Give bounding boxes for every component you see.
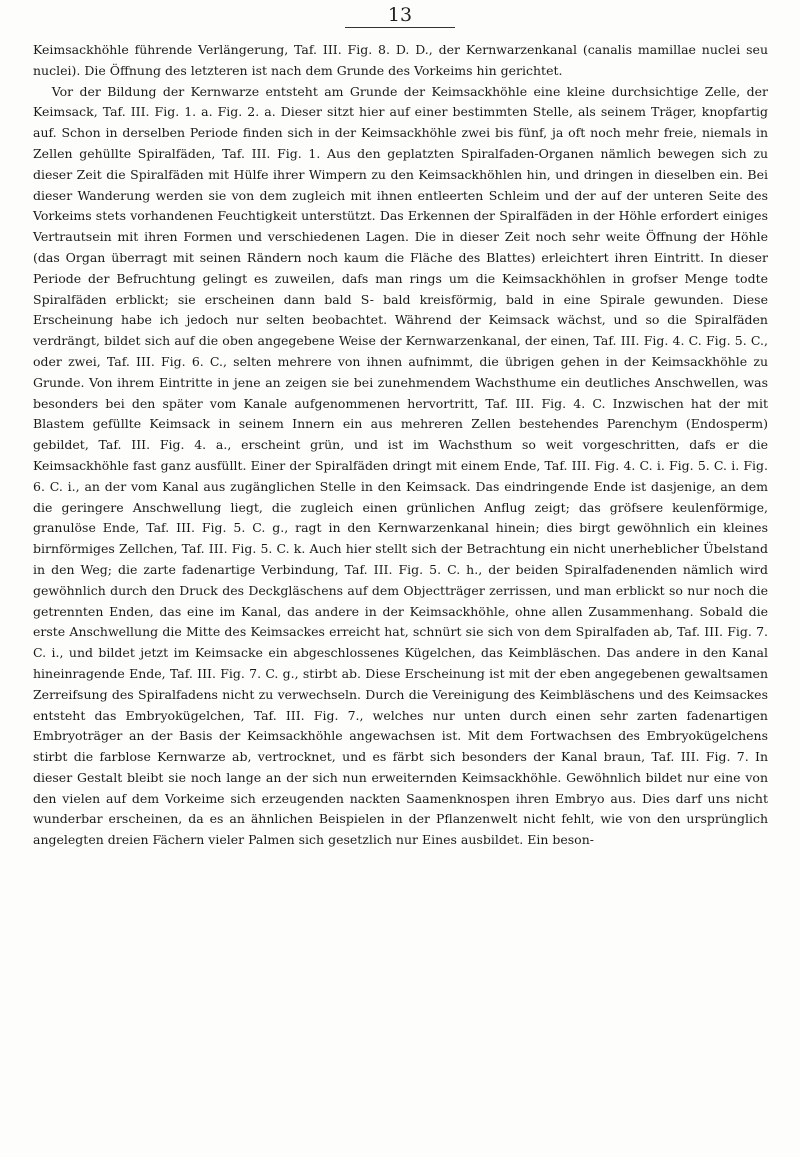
body-text — [33, 40, 768, 851]
paragraph-main: Vor der Bildung der Kernwarze entsteht am Grunde der Keimsackhöhle eine kleine durchsichtige Zelle, der Keimsack, Taf. III. Fig. 1. a. Fig. 2. a. Dieser sitzt hier auf einer bestimmten Stelle, als seinem Träger, knopfartig auf. Schon in derselben Periode finden sich in der Keimsackhöhle zwei bis fünf, ja oft noch mehr freie, niemals in Zellen gehüllte Spiralfäden, Taf. III. Fig. 1. Aus den geplatzten Spiralfaden-Organen nämlich bewegen sich zu dieser Zeit die Spiralfäden mit Hülfe ihrer Wimpern zu den Keimsackhöhlen hin, und dringen in dieselben ein. Bei dieser Wanderung werden sie von dem zugleich mit ihnen entleerten Schleim und der auf der unteren Seite des Vorkeims stets vorhandenen Feuchtigkeit unterstützt. Das Erkennen der Spiralfäden in der Höhle erfordert einiges Vertrautsein mit ihren Formen und verschiedenen Lagen. Die in dieser Zeit noch sehr weite Öffnung der Höhle (das Organ überragt mit seinen Rändern noch kaum die Fläche des Blattes) erleichtert ihren Eintritt. In dieser Periode der Befruchtung gelingt es zuweilen, dafs man rings um die Keimsackhöhlen in grofser Menge todte Spiralfäden erblickt; sie erscheinen dann bald S- bald kreisförmig, bald in eine Spirale gewunden. Diese Erscheinung habe ich jedoch nur selten beobachtet. Während der Keimsack wächst, und so die Spiralfäden verdrängt, bildet sich auf die oben angegebene Weise der Kernwarzenkanal, der einen, Taf. III. Fig. 4. C. Fig. 5. C., oder zwei, Taf. III. Fig. 6. C., selten mehrere von ihnen aufnimmt, die übrigen gehen in der Keimsackhöhle zu Grunde. Von ihrem Eintritte in jene an zeigen sie bei zunehmendem Wachsthume ein deutliches Anschwellen, was besonders bei den später vom Kanale aufgenommenen hervortritt, Taf. III. Fig. 4. C. Inzwischen hat der mit Blastem gefüllte Keimsack in seinem Innern ein aus mehreren Zellen bestehendes Parenchym (Endosperm) gebildet, Taf. III. Fig. 4. a., erscheint grün, und ist im Wachsthum so weit vorgeschritten, dafs er die Keimsackhöhle fast ganz ausfüllt. Einer der Spiralfäden dringt mit einem Ende, Taf. III. Fig. 4. C. i. Fig. 5. C. i. Fig. 6. C. i., an der vom Kanal aus zugänglichen Stelle in den Keimsack. Das eindringende Ende ist dasjenige, an dem die geringere Anschwellung liegt, die zugleich einen grünlichen Anflug zeigt; das gröfsere keulenförmige, granulöse Ende, Taf. III. Fig. 5. C. g., ragt in den Kernwarzenkanal hinein; dies birgt gewöhnlich ein kleines birnförmiges Zellchen, Taf. III. Fig. 5. C. k. Auch hier stellt sich der Betrachtung ein nicht unerheblicher Übelstand in den Weg; die zarte fadenartige Verbindung, Taf. III. Fig. 5. C. h., der beiden Spiralfadenenden nämlich wird gewöhnlich durch den Druck des Deckgläschens auf dem Objectträger zerrissen, und man erblickt so nur noch die getrennten Enden, das eine im Kanal, das andere in der Keimsackhöhle, ohne allen Zusammenhang. Sobald die erste Anschwellung die Mitte des Keimsackes erreicht hat, schnürt sie sich von dem Spiralfaden ab, Taf. III. Fig. 7. C. i., und bildet jetzt im Keimsacke ein abgeschlossenes Kügelchen, das Keimbläschen. Das andere in den Kanal hineinragende Ende, Taf. III. Fig. 7. C. g., stirbt ab. Diese Erscheinung ist mit der eben angegebenen gewaltsamen Zerreifsung des Spiralfadens nicht zu verwechseln. Durch die Vereinigung des Keimbläschens und des Keimsackes entsteht das Embryokügelchen, Taf. III. Fig. 7., welches nur unten durch einen sehr zarten fadenartigen Embryoträger an der Basis der Keimsackhöhle angewachsen ist. Mit dem Fortwachsen des Embryokügelchens stirbt die farblose Kernwarze ab, vertrocknet, und es färbt sich besonders der Kanal braun, Taf. III. Fig. 7. In dieser Gestalt bleibt sie noch lange an der sich nun erweiternden Keimsackhöhle. Gewöhnlich bildet nur eine von den vielen auf dem Vorkeime sich erzeugenden nackten Saamenknospen ihren Embryo aus. Dies darf uns nicht wunderbar erscheinen, da es an ähnlichen Beispielen in der Pflanzenwelt nicht fehlt, wie von den ursprünglich angelegten dreien Fächern vieler Palmen sich gesetzlich nur Eines ausbildet. Ein beson- — [33, 83, 768, 848]
page-number-rule — [345, 27, 455, 28]
page-number: 13 — [387, 4, 413, 26]
paragraph-continuation: Keimsackhöhle führende Verlängerung, Taf. III. Fig. 8. D. D., der Kernwarzenkanal (canalis mamillae nuclei seu nuclei). Die Öffnung des letzteren ist nach dem Grunde des Vorkeims hin gerichtet. — [33, 42, 768, 78]
